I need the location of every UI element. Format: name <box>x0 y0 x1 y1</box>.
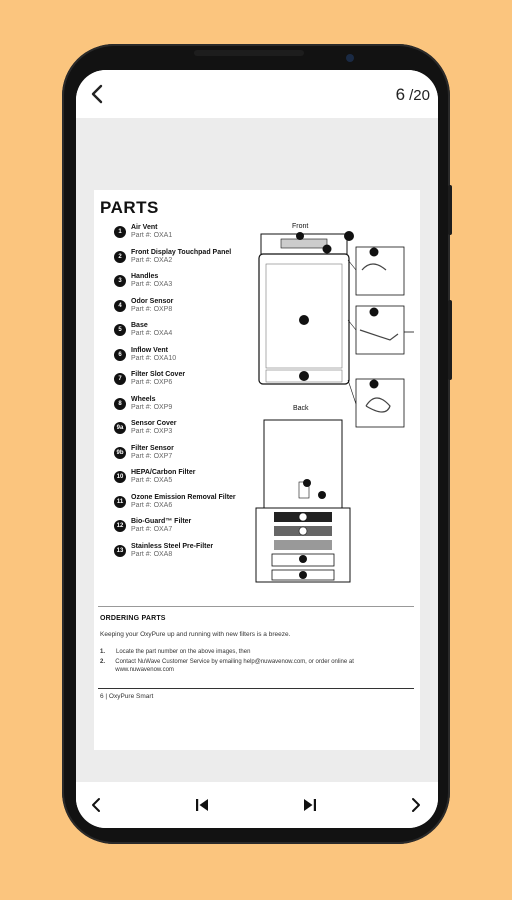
app-bar <box>76 70 438 118</box>
part-text <box>131 371 185 387</box>
part-text <box>131 420 177 436</box>
part-code: Part #: OXA10 <box>131 354 177 362</box>
part-number-badge: 11 <box>114 496 126 508</box>
part-item <box>114 420 254 445</box>
part-name: Odor Sensor <box>131 297 174 305</box>
page-footer: 6 | OxyPure Smart <box>100 693 154 700</box>
step-number: 2. <box>100 659 106 665</box>
part-item <box>114 518 254 543</box>
chevron-left-icon[interactable] <box>84 793 108 817</box>
ordering-title: ORDERING PARTS <box>100 615 166 622</box>
part-item <box>114 396 254 421</box>
part-number-badge: 9b <box>114 447 126 459</box>
back-label: Back <box>293 405 309 412</box>
divider <box>98 688 414 689</box>
skip-next-icon[interactable] <box>298 793 322 817</box>
chevron-right-icon[interactable] <box>404 793 428 817</box>
part-code: Part #: OXA7 <box>131 526 173 533</box>
part-name: Stainless Steel Pre-Filter <box>131 542 214 550</box>
part-text <box>131 322 172 338</box>
part-text <box>131 249 231 265</box>
part-text <box>131 396 172 412</box>
part-text <box>131 469 195 485</box>
front-label: Front <box>292 223 309 230</box>
part-item <box>114 543 254 568</box>
step-text: Contact NuWave Customer Service by emailing help@nuwavenow.com, or order online at www.nuwavenow.com <box>115 659 354 673</box>
page-title: PARTS <box>100 198 159 217</box>
pdf-viewer[interactable] <box>76 118 438 782</box>
part-code: Part #: OXA5 <box>131 477 173 484</box>
part-code: Part #: OXA4 <box>131 330 173 337</box>
part-item <box>114 322 254 347</box>
part-name: Base <box>131 322 148 329</box>
phone-side-button <box>448 300 452 380</box>
part-text <box>131 494 236 510</box>
part-text <box>131 298 173 314</box>
parts-list <box>114 224 254 567</box>
part-name: Filter Slot Cover <box>131 371 186 378</box>
part-number-badge: 8 <box>114 398 126 410</box>
divider <box>98 606 414 607</box>
part-number-badge: 3 <box>114 275 126 287</box>
part-code: Part #: OXA6 <box>131 501 173 509</box>
part-number-badge: 7 <box>114 373 126 385</box>
part-text <box>131 224 172 240</box>
part-item <box>114 249 254 274</box>
part-code: Part #: OXA3 <box>131 281 173 288</box>
total-pages: /20 <box>409 87 430 104</box>
part-code: Part #: OXP6 <box>131 379 173 386</box>
part-code: Part #: OXA1 <box>131 232 173 239</box>
part-name: Front Display Touchpad Panel <box>131 248 232 256</box>
part-code: Part #: OXP9 <box>131 403 173 411</box>
part-name: Inflow Vent <box>131 346 168 354</box>
part-number-badge: 4 <box>114 300 126 312</box>
step-number: 1. <box>100 649 106 655</box>
page-navigation-bar <box>76 782 438 828</box>
part-number-badge: 2 <box>114 251 126 263</box>
part-item <box>114 224 254 249</box>
ordering-steps <box>100 648 400 676</box>
part-code: Part #: OXP3 <box>131 428 173 435</box>
current-page: 6 <box>395 85 406 104</box>
part-name: Air Vent <box>131 224 158 231</box>
ordering-step <box>100 658 400 674</box>
part-code: Part #: OXA8 <box>131 550 173 558</box>
earpiece <box>194 50 304 56</box>
part-text <box>131 543 213 559</box>
ordering-intro: Keeping your OxyPure up and running with new filters is a breeze. <box>100 631 291 638</box>
part-code: Part #: OXP7 <box>131 452 173 460</box>
phone-side-button <box>448 185 452 235</box>
part-item <box>114 298 254 323</box>
part-number-badge: 9a <box>114 422 126 434</box>
part-item <box>114 273 254 298</box>
part-name: HEPA/Carbon Filter <box>131 469 196 476</box>
part-item <box>114 371 254 396</box>
part-number-badge: 1 <box>114 226 126 238</box>
step-text: Locate the part number on the above images, then <box>116 649 251 655</box>
ordering-step <box>100 648 400 656</box>
document-page <box>94 190 420 750</box>
part-text <box>131 347 176 363</box>
skip-previous-icon[interactable] <box>190 793 214 817</box>
part-name: Ozone Emission Removal Filter <box>131 493 236 501</box>
front-camera <box>346 54 354 62</box>
part-name: Bio-Guard™ Filter <box>131 518 192 525</box>
page-counter <box>396 85 430 105</box>
part-item <box>114 347 254 372</box>
part-item <box>114 445 254 470</box>
part-name: Handles <box>131 273 159 280</box>
part-code: Part #: OXA2 <box>131 256 173 264</box>
arrow-left-icon[interactable] <box>86 82 110 106</box>
part-number-badge: 5 <box>114 324 126 336</box>
part-number-badge: 10 <box>114 471 126 483</box>
part-number-badge: 13 <box>114 545 126 557</box>
part-item <box>114 494 254 519</box>
part-item <box>114 469 254 494</box>
part-text <box>131 518 191 534</box>
part-number-badge: 12 <box>114 520 126 532</box>
part-name: Sensor Cover <box>131 420 177 427</box>
part-code: Part #: OXP8 <box>131 305 173 313</box>
app-screen <box>76 70 438 828</box>
purifier-diagram <box>244 220 420 600</box>
part-name: Wheels <box>131 395 156 403</box>
part-text <box>131 273 172 289</box>
part-text <box>131 445 174 461</box>
part-name: Filter Sensor <box>131 444 174 452</box>
part-number-badge: 6 <box>114 349 126 361</box>
